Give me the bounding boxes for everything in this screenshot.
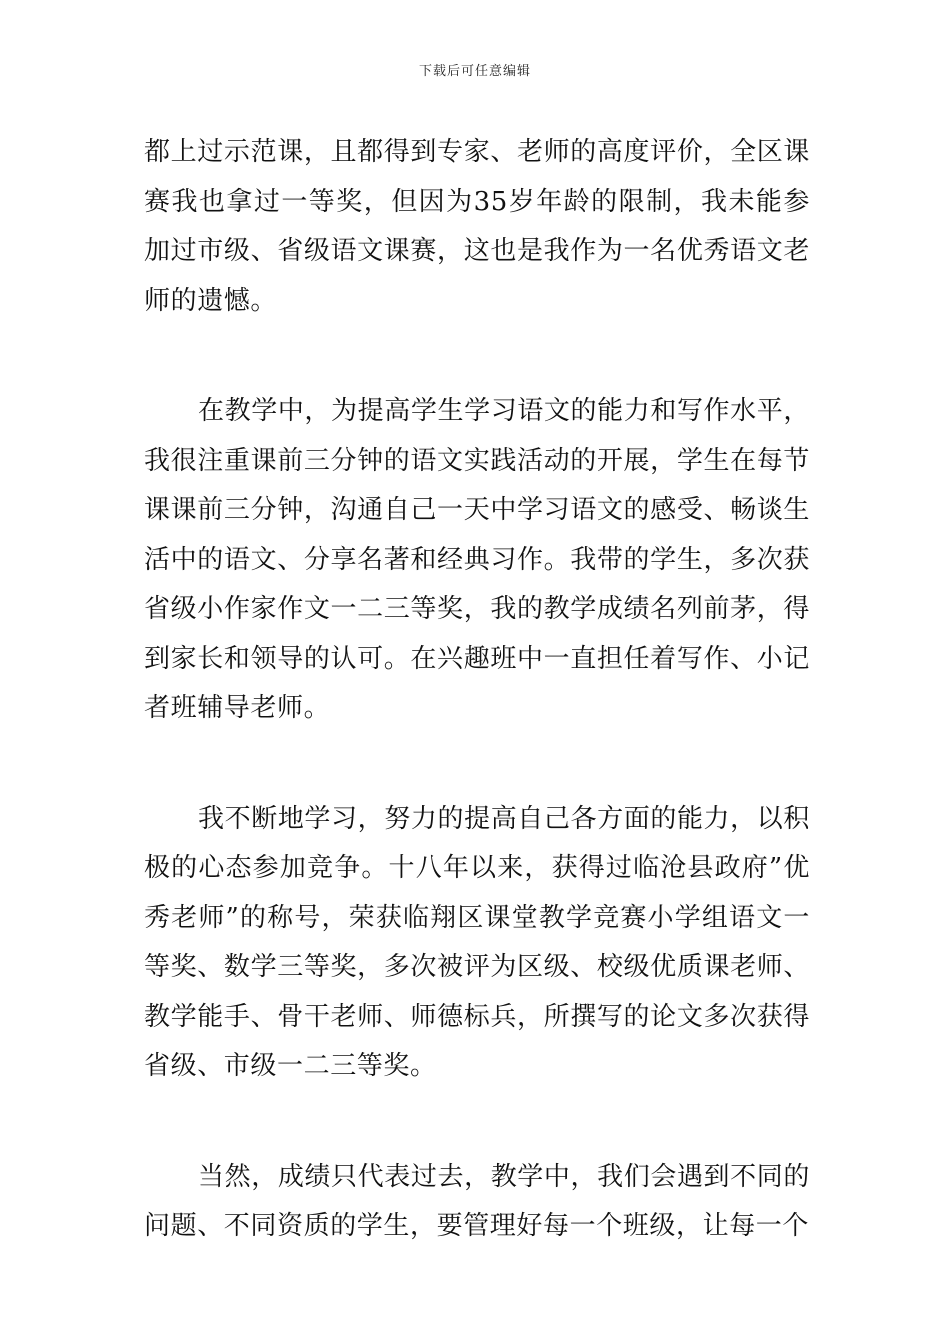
paragraph-challenges: 当然，成绩只代表过去，教学中，我们会遇到不同的问题、不同资质的学生，要管理好每一个班级，让每一个	[144, 1161, 810, 1241]
document-body	[144, 128, 810, 1252]
paragraph-gap	[144, 1092, 810, 1153]
paragraph-gap	[144, 326, 810, 387]
header-note: 下载后可任意编辑	[418, 64, 531, 79]
paragraph-achievements: 我不断地学习，努力的提高自己各方面的能力，以积极的心态参加竞争。十八年以来，获得过临沧县政府”优秀老师”的称号，荣获临翔区课堂教学竞赛小学组语文一等奖、数学三等奖，多次被评为区级、校级优质课老师、教学能手、骨干老师、师德标兵，所撰写的论文多次获得省级、市级一二三等奖。	[144, 803, 810, 1081]
paragraph-gap	[144, 734, 810, 795]
paragraph-continued: 都上过示范课，且都得到专家、老师的高度评价，全区课赛我也拿过一等奖，但因为35岁年龄的限制，我未能参加过市级、省级语文课赛，这也是我作为一名优秀语文老师的遗憾。	[144, 137, 810, 316]
paragraph-teaching: 在教学中，为提高学生学习语文的能力和写作水平，我很注重课前三分钟的语文实践活动的开展，学生在每节课课前三分钟，沟通自己一天中学习语文的感受、畅谈生活中的语文、分享名著和经典习作。我带的学生，多次获省级小作家作文一二三等奖，我的教学成绩名列前茅，得到家长和领导的认可。在兴趣班中一直担任着写作、小记者班辅导老师。	[144, 396, 810, 723]
